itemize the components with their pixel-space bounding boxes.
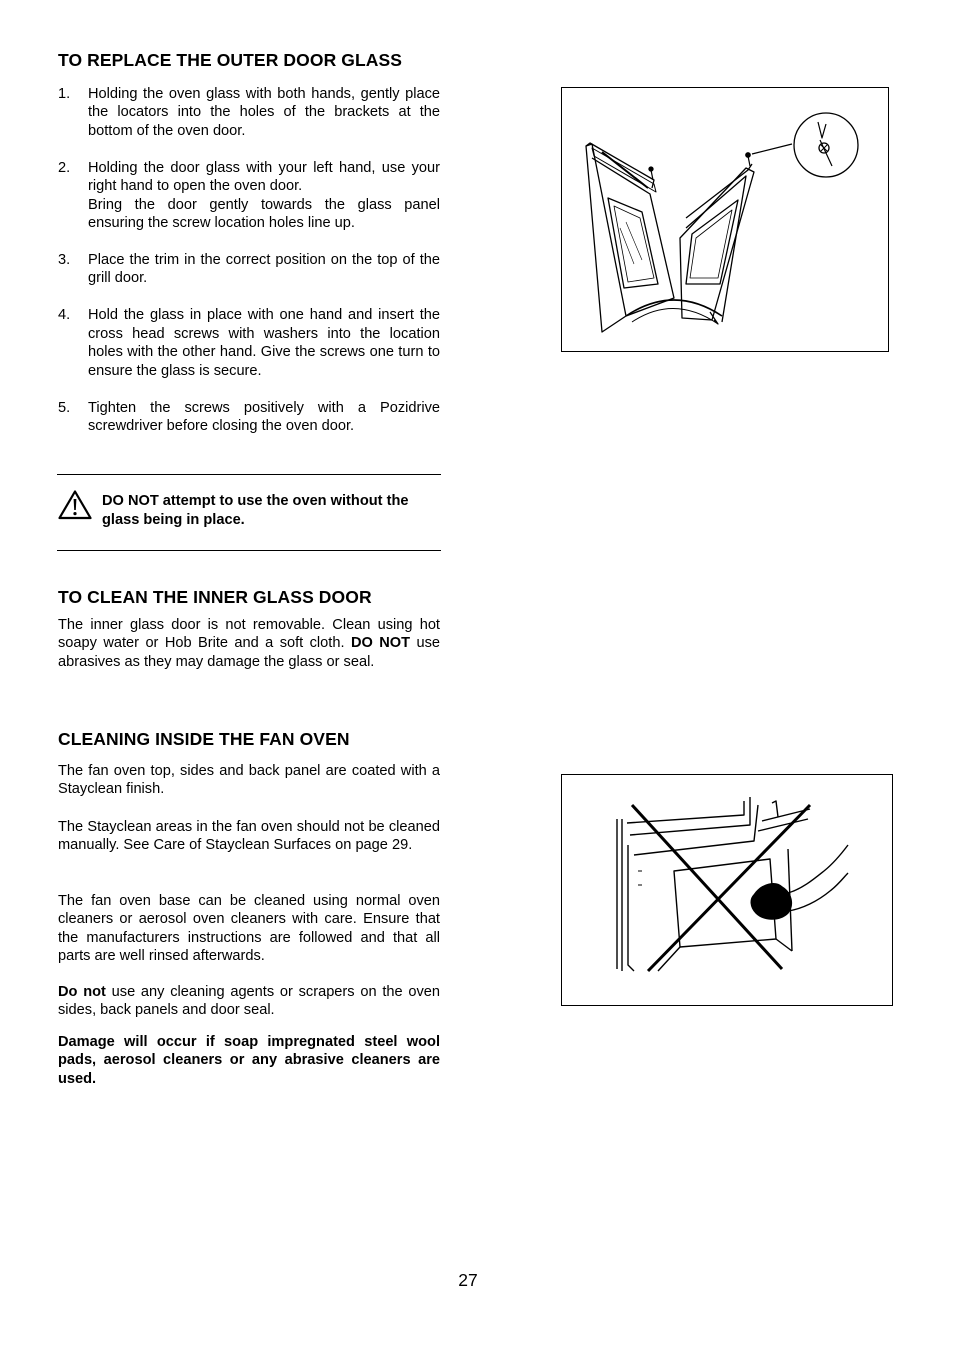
divider-bottom bbox=[57, 550, 441, 551]
fan-oven-paragraph-4 bbox=[58, 983, 440, 1020]
page-number-wrapper bbox=[0, 1270, 954, 1291]
step-text: Holding the oven glass with both hands, gently place the locators into the holes of the brackets at the bottom of the oven door. bbox=[88, 86, 440, 139]
step-text-continued: Bring the door gently towards the glass panel ensuring the screw location holes line up. bbox=[88, 196, 440, 232]
step-number: 1. bbox=[58, 86, 71, 102]
step-text: Holding the door glass with your left hand, use your right hand to open the oven door. bbox=[88, 159, 440, 195]
step-3 bbox=[58, 251, 440, 288]
step-number: 2. bbox=[58, 159, 71, 176]
step-text: Hold the glass in place with one hand and insert the cross head screws with washers into the location holes with the other hand. Give the screws one turn to ensure the glass is secure. bbox=[88, 307, 440, 379]
step-number: 4. bbox=[58, 307, 71, 324]
fan-oven-do-not: Do not bbox=[58, 984, 106, 1000]
heading-replace-outer-glass: TO REPLACE THE OUTER DOOR GLASS bbox=[58, 50, 403, 70]
fan-oven-paragraph-2: The Stayclean areas in the fan oven should not be cleaned manually. See Care of Stayclean Surfaces on page 29. bbox=[58, 819, 440, 854]
clean-inner-text-b: use abrasives as they may damage the glass or seal. bbox=[58, 635, 440, 670]
replace-glass-steps bbox=[58, 85, 440, 454]
step-number: 5. bbox=[58, 399, 71, 416]
clean-inner-do-not: DO NOT bbox=[350, 635, 411, 652]
heading-clean-inner-glass: TO CLEAN THE INNER GLASS DOOR bbox=[58, 587, 372, 607]
fan-oven-paragraph-1: The fan oven top, sides and back panel are coated with a Stayclean finish. bbox=[58, 763, 440, 798]
heading-cleaning-fan-oven: CLEANING INSIDE THE FAN OVEN bbox=[58, 729, 350, 749]
step-number: 3. bbox=[58, 252, 71, 269]
no-cleaning-figure bbox=[561, 774, 893, 1006]
page-number: 27 bbox=[458, 1270, 478, 1290]
step-1 bbox=[58, 85, 440, 140]
step-text: Place the trim in the correct position on the top of the grill door. bbox=[88, 252, 440, 287]
warning-text: DO NOT attempt to use the oven without the glass being in place. bbox=[102, 493, 409, 528]
warning-box bbox=[58, 490, 440, 534]
fan-oven-paragraph-4-rest: use any cleaning agents or scrapers on the oven sides, back panels and door seal. bbox=[58, 984, 440, 1019]
step-text: Tighten the screws positively with a Pozidrive screwdriver before closing the oven door. bbox=[88, 399, 440, 435]
clean-inner-text bbox=[58, 616, 440, 671]
fan-oven-paragraph-3: The fan oven base can be cleaned using normal oven cleaners or aerosol oven cleaners with care. Ensure that the manufacturers instructions are followed and that all parts are well rinsed afterwards. bbox=[58, 893, 440, 965]
divider-top bbox=[57, 474, 441, 475]
no-manual-cleaning-diagram bbox=[562, 775, 892, 1005]
step-4 bbox=[58, 306, 440, 380]
door-glass-diagram bbox=[562, 88, 888, 351]
fan-oven-damage-warning: Damage will occur if soap impregnated steel wool pads, aerosol cleaners or any abrasive cleaners are used. bbox=[58, 1034, 440, 1087]
door-glass-figure bbox=[561, 87, 889, 352]
step-2 bbox=[58, 159, 440, 233]
step-5 bbox=[58, 399, 440, 436]
clean-inner-text-a: The inner glass door is not removable. Clean using hot soapy water or Hob Brite and a soft cloth. bbox=[58, 617, 440, 652]
warning-triangle-icon bbox=[58, 490, 92, 520]
